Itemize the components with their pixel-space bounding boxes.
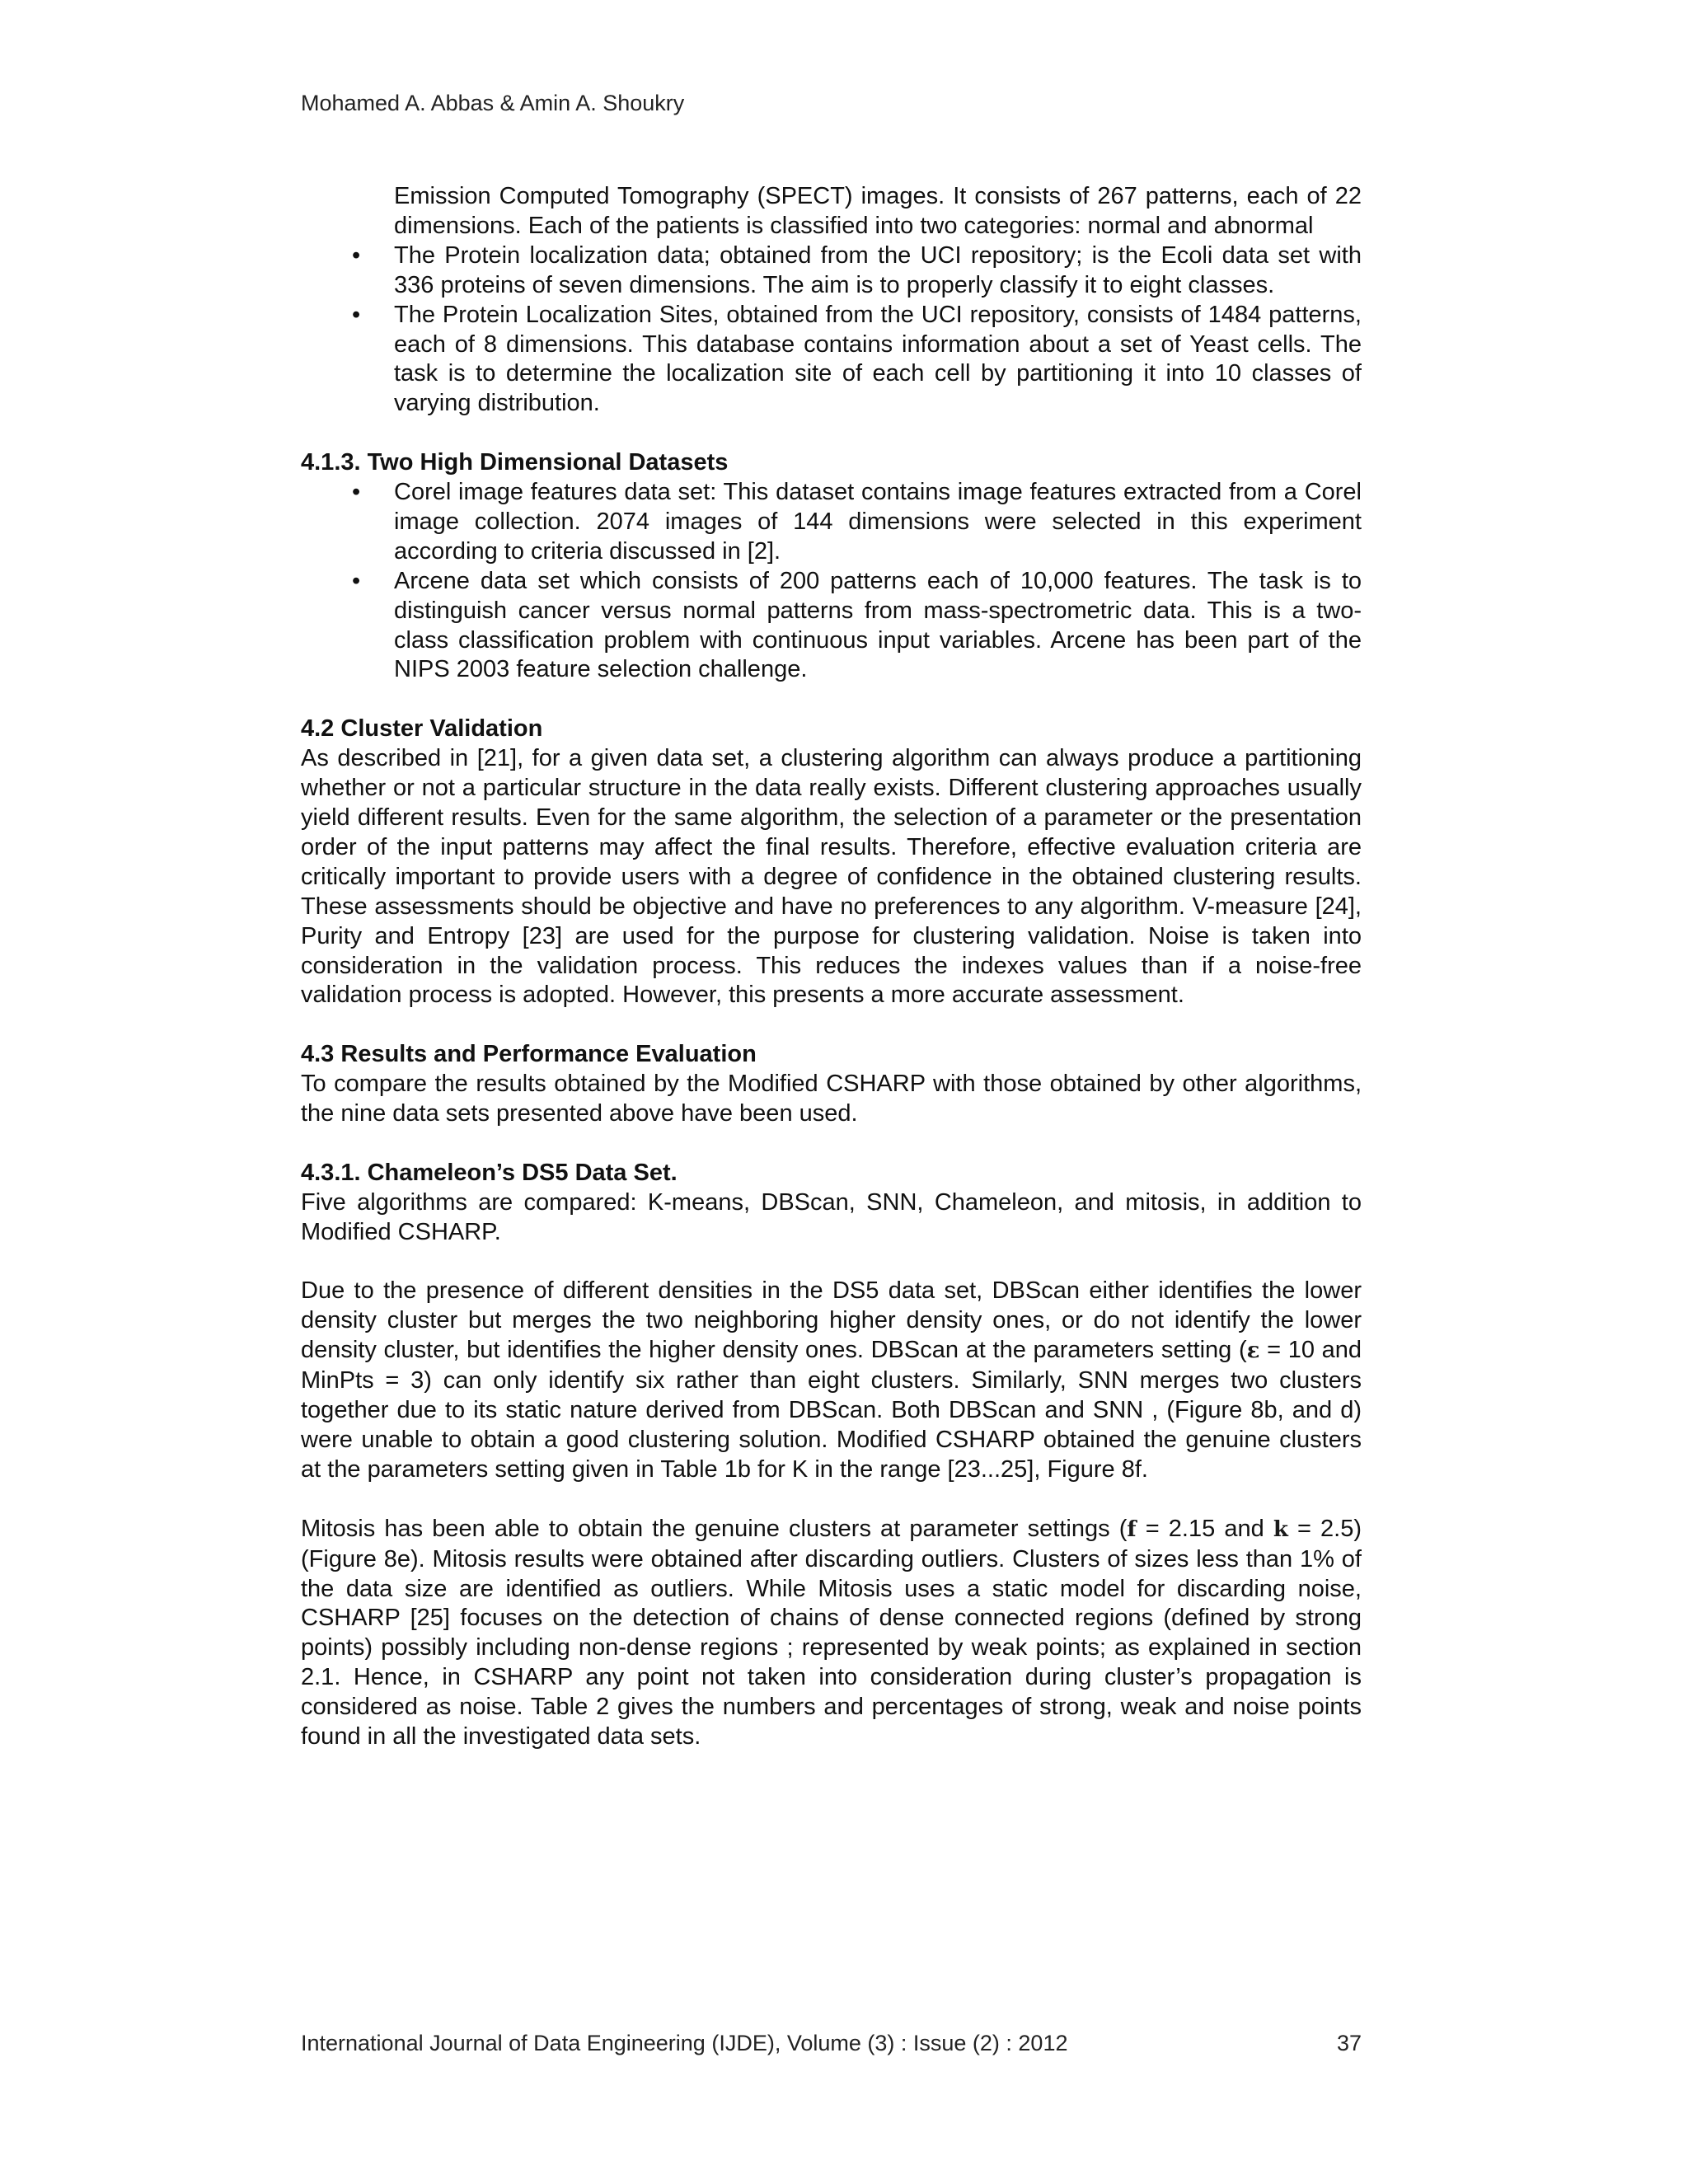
page-number: 37 bbox=[1336, 2031, 1362, 2055]
paragraph-text: = 10 and MinPts = 3) can only identify six rather than eight clusters. Similarly, SNN merges two clusters together due to its static nature derived from DBScan. Both DBScan and SNN , (Figure 8b, and d) were unable to obtain a good clustering solution. Modified CSHARP obtained the genuine clusters at the parameters setting given in Table 1b for K in the range [23...25], Figure 8f. bbox=[301, 1337, 1362, 1483]
bullet-icon: • bbox=[352, 567, 361, 594]
k-symbol: k bbox=[1273, 1516, 1288, 1542]
paragraph: To compare the results obtained by the Modified CSHARP with those obtained by other algorithms, the nine data sets presented above have been used. bbox=[301, 1071, 1362, 1127]
paragraph bbox=[301, 1277, 1362, 1484]
paragraph: As described in [21], for a given data set, a clustering algorithm can always produce a partitioning whether or not a particular structure in the data really exists. Different clustering approaches usually yield different results. Even for the same algorithm, the selection of a parameter or the presentation order of the input patterns may affect the final results. Therefore, effective evaluation criteria are critically important to provide users with a degree of confidence in the obtained clustering results. These assessments should be objective and have no preferences to any algorithm. V-measure [24], Purity and Entropy [23] are used for the purpose for clustering validation. Noise is taken into consideration in the validation process. This reduces the indexes values than if a noise-free validation process is adopted. However, this presents a more accurate assessment. bbox=[301, 745, 1362, 1009]
paragraph-text: = 2.15 and bbox=[1136, 1515, 1273, 1542]
journal-citation: International Journal of Data Engineering (IJDE), Volume (3) : Issue (2) : 2012 bbox=[301, 2031, 1068, 2055]
section-heading-4-3-1: 4.3.1. Chameleon’s DS5 Data Set. bbox=[301, 1159, 678, 1186]
list-continuation: Emission Computed Tomography (SPECT) images. It consists of 267 patterns, each of 22 dimensions. Each of the patients is classified into two categories: normal and abnormal bbox=[394, 183, 1362, 239]
running-header: Mohamed A. Abbas & Amin A. Shoukry bbox=[301, 91, 685, 115]
paragraph: Five algorithms are compared: K-means, DBScan, SNN, Chameleon, and mitosis, in addition to Modified CSHARP. bbox=[301, 1188, 1362, 1245]
f-symbol: f bbox=[1127, 1516, 1137, 1542]
bullet-icon: • bbox=[352, 301, 361, 328]
list-item-text: The Protein localization data; obtained from the UCI repository; is the Ecoli data set with 336 proteins of seven dimensions. The aim is to properly classify it to eight classes. bbox=[394, 241, 1362, 298]
bullet-icon: • bbox=[352, 479, 361, 506]
epsilon-symbol: ε bbox=[1246, 1338, 1260, 1364]
paragraph-text: Mitosis has been able to obtain the genuine clusters at parameter settings ( bbox=[301, 1515, 1128, 1542]
section-heading-4-3: 4.3 Results and Performance Evaluation bbox=[301, 1041, 757, 1068]
paragraph bbox=[301, 1515, 1362, 1752]
list-item-text: Corel image features data set: This dataset contains image features extracted from a Corel image collection. 2074 images of 144 dimensions were selected in this experiment according to criteria discussed in [2]. bbox=[394, 479, 1362, 565]
dataset-list bbox=[301, 241, 1362, 419]
list-item bbox=[301, 241, 1362, 301]
paragraph-text: = 2.5) (Figure 8e). Mitosis results were obtained after discarding outliers. Clusters of sizes less than 1% of the data size are identified as outliers. While Mitosis uses a static model for discarding noise, CSHARP [25] focuses on the detection of chains of dense connected regions (defined by strong points) possibly including non-dense regions ; represented by weak points; as explained in section 2.1. Hence, in CSHARP any point not taken into consideration during cluster’s propagation is considered as noise. Table 2 gives the numbers and percentages of strong, weak and noise points found in all the investigated data sets. bbox=[301, 1515, 1362, 1750]
body-text bbox=[301, 182, 1362, 1752]
high-dimensional-list bbox=[301, 478, 1362, 685]
section-heading-4-2: 4.2 Cluster Validation bbox=[301, 715, 543, 743]
list-item-text: Arcene data set which consists of 200 patterns each of 10,000 features. The task is to distinguish cancer versus normal patterns from mass-spectrometric data. This is a two-class classification problem with continuous input variables. Arcene has been part of the NIPS 2003 feature selection challenge. bbox=[394, 567, 1362, 683]
list-item bbox=[301, 478, 1362, 567]
section-heading-4-1-3: 4.1.3. Two High Dimensional Datasets bbox=[301, 449, 729, 476]
bullet-icon: • bbox=[352, 241, 361, 269]
list-item-text: The Protein Localization Sites, obtained from the UCI repository, consists of 1484 patterns, each of 8 dimensions. This database contains information about a set of Yeast cells. The task is to determine the localization site of each cell by partitioning it into 10 classes of varying distribution. bbox=[394, 301, 1362, 417]
paragraph-text: Due to the presence of different densities in the DS5 data set, DBScan either identifies the lower density cluster but merges the two neighboring higher density ones, or do not identify the lower density cluster, but identifies the higher density ones. DBScan at the parameters setting ( bbox=[301, 1277, 1362, 1364]
running-footer bbox=[301, 2031, 1362, 2056]
list-item bbox=[301, 301, 1362, 419]
list-item bbox=[301, 567, 1362, 686]
